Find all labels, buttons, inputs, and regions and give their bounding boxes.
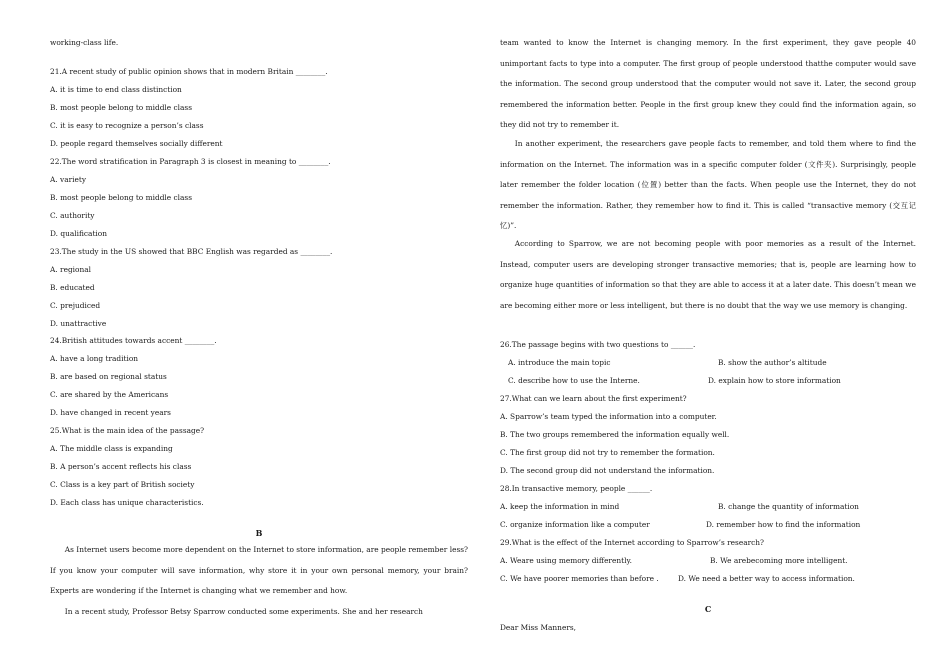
question-22-stem: 22.The word stratification in Paragraph 3 is closest in meaning to ________.	[50, 157, 331, 166]
question-28-option-b[interactable]: B. change the quantity of information	[718, 502, 859, 511]
continuation-line: working-class life.	[50, 38, 119, 47]
passage-b-paragraph-1: As Internet users become more dependent on the Internet to store information, are people remember less? If you know your computer will save information, why store it in your own personal memory, your brain? Experts are wondering if the Internet is changing what we remember and how.	[50, 545, 468, 595]
question-25-option-c[interactable]: C. Class is a key part of British society	[50, 480, 195, 489]
question-24-stem: 24.British attitudes towards accent ________.	[50, 336, 217, 345]
question-23-stem: 23.The study in the US showed that BBC English was regarded as ________.	[50, 247, 333, 256]
question-22-option-d[interactable]: D. qualification	[50, 229, 108, 238]
question-21-option-d[interactable]: D. people regard themselves socially different	[50, 139, 223, 148]
question-23-option-c[interactable]: C. prejudiced	[50, 301, 101, 310]
question-28-stem: 28.In transactive memory, people ______.	[500, 484, 653, 493]
question-27-option-b[interactable]: B. The two groups remembered the information equally well.	[500, 430, 730, 439]
question-28-option-a[interactable]: A. keep the information in mind	[500, 502, 620, 511]
question-25-option-d[interactable]: D. Each class has unique characteristics.	[50, 498, 204, 507]
letter-greeting: Dear Miss Manners,	[500, 623, 576, 632]
section-c-heading: C	[704, 604, 712, 614]
question-24-option-b[interactable]: B. are based on regional status	[50, 372, 167, 381]
passage-b-paragraph-3: In another experiment, the researchers gave people facts to remember, and told them where to find the information on the Internet. The information was in a specific computer folder (文件夹). Surprisingly, people later remember the folder location (位置) better than the facts. When people use the Internet, they do not remember the information. Rather, they remember how to find it. This is called “transactive memory (交互记忆)”.	[500, 139, 916, 230]
question-28-option-d[interactable]: D. remember how to find the information	[706, 520, 861, 529]
passage-b-paragraph-2-continued: team wanted to know the Internet is changing memory. In the first experiment, they gave people 40 unimportant facts to type into a computer. The first group of people understood thatthe computer would save the information. The second group understood that the computer would not save it. Later, the second group remembered the information better. People in the first group knew they could find the information again, so they did not try to remember it.	[500, 38, 916, 129]
question-25-stem: 25.What is the main idea of the passage?	[50, 426, 205, 435]
question-26-option-b[interactable]: B. show the author’s altitude	[718, 358, 827, 367]
question-24-option-c[interactable]: C. are shared by the Americans	[50, 390, 169, 399]
question-29-option-d[interactable]: D. We need a better way to access information.	[678, 574, 855, 583]
question-29-option-a[interactable]: A. Weare using memory differently.	[500, 556, 632, 565]
section-b-heading: B	[255, 528, 263, 538]
question-25-option-a[interactable]: A. The middle class is expanding	[50, 444, 173, 453]
question-23-option-a[interactable]: A. regional	[50, 265, 92, 274]
question-24-option-d[interactable]: D. have changed in recent years	[50, 408, 171, 417]
question-26-option-c[interactable]: C. describe how to use the Interne.	[508, 376, 640, 385]
question-27-stem: 27.What can we learn about the first experiment?	[500, 394, 687, 403]
question-21-option-a[interactable]: A. it is time to end class distinction	[50, 85, 182, 94]
question-25-option-b[interactable]: B. A person’s accent reflects his class	[50, 462, 192, 471]
question-22-option-b[interactable]: B. most people belong to middle class	[50, 193, 193, 202]
question-24-option-a[interactable]: A. have a long tradition	[50, 354, 139, 363]
question-27-option-d[interactable]: D. The second group did not understand the information.	[500, 466, 715, 475]
question-26-option-d[interactable]: D. explain how to store information	[708, 376, 841, 385]
question-29-option-c[interactable]: C. We have poorer memories than before .	[500, 574, 659, 583]
question-27-option-c[interactable]: C. The first group did not try to remember the formation.	[500, 448, 715, 457]
question-26-option-a[interactable]: A. introduce the main topic	[508, 358, 611, 367]
question-29-stem: 29.What is the effect of the Internet according to Sparrow’s research?	[500, 538, 765, 547]
question-28-option-c[interactable]: C. organize information like a computer	[500, 520, 650, 529]
question-23-option-b[interactable]: B. educated	[50, 283, 95, 292]
question-22-option-a[interactable]: A. variety	[50, 175, 87, 184]
question-22-option-c[interactable]: C. authority	[50, 211, 95, 220]
question-26-stem: 26.The passage begins with two questions to ______.	[500, 340, 696, 349]
passage-b-paragraph-2: In a recent study, Professor Betsy Sparrow conducted some experiments. She and her research	[64, 607, 423, 616]
question-21-option-c[interactable]: C. it is easy to recognize a person’s class	[50, 121, 204, 130]
passage-b-paragraph-4: According to Sparrow, we are not becoming people with poor memories as a result of the Internet. Instead, computer users are developing stronger transactive memories; that is, people are learning how to organize huge quantities of information so that they are able to access it at a later date. This doesn’t mean we are becoming either more or less intelligent, but there is no doubt that the way we use memory is changing.	[500, 239, 916, 310]
question-21-stem: 21.A recent study of public opinion shows that in modern Britain ________.	[50, 67, 328, 76]
question-23-option-d[interactable]: D. unattractive	[50, 319, 107, 328]
question-21-option-b[interactable]: B. most people belong to middle class	[50, 103, 193, 112]
question-27-option-a[interactable]: A. Sparrow’s team typed the information into a computer.	[500, 412, 717, 421]
question-29-option-b[interactable]: B. We arebecoming more intelligent.	[710, 556, 848, 565]
